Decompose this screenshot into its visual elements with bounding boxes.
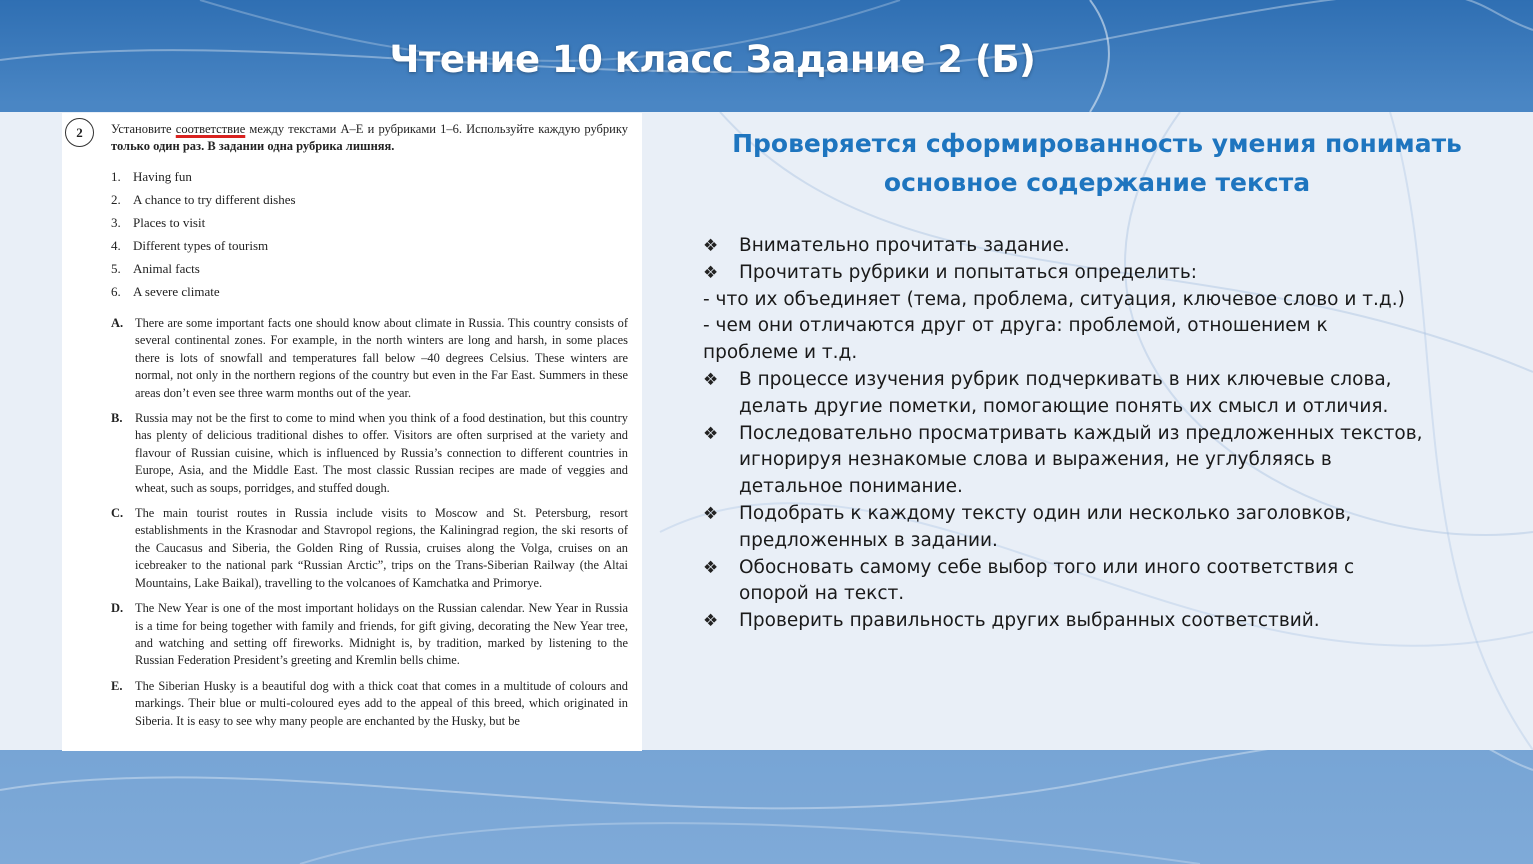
task-number: 2 (65, 118, 94, 147)
tip-subitem: - чем они отличаются друг от друга: проблемой, отношением к проблеме и т.д. (703, 315, 1328, 364)
rubric-number: 1. (111, 169, 121, 184)
subtitle-line: Проверяется сформированность умения понимать (732, 129, 1462, 158)
instruction-rest: между текстами А–Е и рубриками 1–6. Используйте каждую рубрику (245, 122, 628, 136)
text-item (111, 678, 628, 730)
rubric-text: Places to visit (133, 215, 206, 230)
task-instruction (111, 121, 628, 155)
rubric-item (111, 257, 296, 280)
task-document (62, 113, 642, 751)
text-body: There are some important facts one should know about climate in Russia. This country consists of several continental zones. For example, in the north winters are long and harsh, in some places there is lots of snowfall and temperatures fall below –40 degrees Celsius. These winters are normal, not only in the northern regions of the country but even in the Far East. Summers in these areas don’t even see three warm months out of the year. (135, 316, 628, 400)
text-item (111, 410, 628, 497)
tip-item (703, 555, 1423, 609)
diamond-bullet-icon: ❖ (703, 262, 719, 283)
text-letter: B. (111, 411, 123, 426)
slide-subtitle (662, 124, 1532, 202)
tip-text: Прочитать рубрики и попытаться определить: (739, 261, 1198, 283)
tip-item (703, 501, 1423, 555)
tip-text: Подобрать к каждому тексту один или несколько заголовков, предложенных в задании. (739, 502, 1352, 551)
text-body: The New Year is one of the most important holidays on the Russian calendar. New Year in Russia is a time for being together with family and friends, for gift giving, decorating the New Year tree, and watching and setting off fireworks. Midnight is, by tradition, marked by listening to the Russian Federation President’s greeting and Kremlin bells chime. (135, 601, 628, 668)
rubric-number: 3. (111, 215, 121, 230)
tip-text: В процессе изучения рубрик подчеркивать в них ключевые слова, делать другие пометки, помогающие понять их смысл и отличия. (739, 368, 1392, 417)
rubric-text: Having fun (133, 169, 192, 184)
rubric-number: 5. (111, 261, 121, 276)
tip-item (703, 421, 1423, 501)
diamond-bullet-icon: ❖ (703, 423, 719, 444)
tip-item (703, 260, 1423, 287)
text-body: The main tourist routes in Russia include visits to Moscow and St. Petersburg, resort establishments in the Krasnodar and Stavropol regions, the Kaliningrad region, the ski resorts of the Caucasus and Siberia, the Golden Ring of Russia, cruises along the Volga, cruises on an icebreaker to the national park “Russian Arctic”, trips on the Trans-Siberian Railway (the Altai Mountains, Lake Baikal), travelling to the volcanoes of Kamchatka and Primorye. (135, 506, 628, 590)
diamond-bullet-icon: ❖ (703, 611, 719, 632)
rubric-number: 6. (111, 284, 121, 299)
text-item (111, 315, 628, 402)
text-body: The Siberian Husky is a beautiful dog with a thick coat that comes in a multitude of colours and markings. Their blue or multi-coloured eyes add to the appeal of this breed, which originated in Siberia. It is easy to see why many people are enchanted by the Husky, but be (135, 678, 628, 728)
instruction-bold: только один раз. В задании одна рубрика лишняя. (111, 139, 395, 153)
rubric-item (111, 211, 296, 234)
rubric-number: 2. (111, 192, 121, 207)
instruction-prefix: Установите (111, 122, 176, 136)
rubric-list (111, 165, 296, 303)
rubric-item (111, 280, 296, 303)
text-letter: C. (111, 506, 124, 521)
rubric-text: Different types of tourism (133, 238, 269, 253)
tip-text: Обосновать самому себе выбор того или иного соответствия с опорой на текст. (739, 556, 1355, 605)
text-letter: D. (111, 601, 124, 616)
rubric-text: A severe climate (133, 284, 220, 299)
slide-title: Чтение 10 класс Задание 2 (Б) (389, 38, 1036, 81)
text-body: Russia may not be the first to come to mind when you think of a food destination, but this country has plenty of delicious traditional dishes to offer. Visitors are often surprised at the variety and flavour of Russian cuisine, which is influenced by Russia’s connection to different countries in Europe, Asia, and the Middle East. The most classic Russian recipes are made of veggies and wheat, such as soups, porridges, and stuffed dough. (135, 411, 628, 495)
tip-text: Последовательно просматривать каждый из предложенных текстов, игнорируя незнакомые слова и выражения, не углубляясь в детальное понимание. (739, 422, 1423, 498)
document-cutoff (62, 733, 642, 751)
text-letter: E. (111, 678, 123, 693)
text-item (111, 505, 628, 592)
subtitle-line: основное содержание текста (883, 168, 1311, 197)
diamond-bullet-icon: ❖ (703, 557, 719, 578)
tips-list (703, 233, 1423, 635)
rubric-number: 4. (111, 238, 121, 253)
tip-text: Внимательно прочитать задание. (739, 235, 1070, 256)
text-list (111, 315, 628, 738)
rubric-text: Animal facts (133, 261, 200, 276)
text-item (111, 600, 628, 670)
diamond-bullet-icon: ❖ (703, 369, 719, 390)
rubric-item (111, 165, 296, 188)
diamond-bullet-icon: ❖ (703, 503, 719, 524)
text-letter: A. (111, 316, 124, 330)
tip-item (703, 608, 1423, 635)
instruction-underlined-word: соответствие (175, 122, 246, 136)
tip-item (703, 367, 1423, 421)
rubric-text: A chance to try different dishes (133, 192, 296, 207)
tip-item (703, 233, 1423, 260)
tip-text: Проверить правильность других выбранных соответствий. (739, 610, 1320, 632)
rubric-item (111, 188, 296, 211)
diamond-bullet-icon: ❖ (703, 236, 719, 256)
rubric-item (111, 234, 296, 257)
tip-subitem: - что их объединяет (тема, проблема, ситуация, ключевое слово и т.д.) (703, 288, 1405, 310)
